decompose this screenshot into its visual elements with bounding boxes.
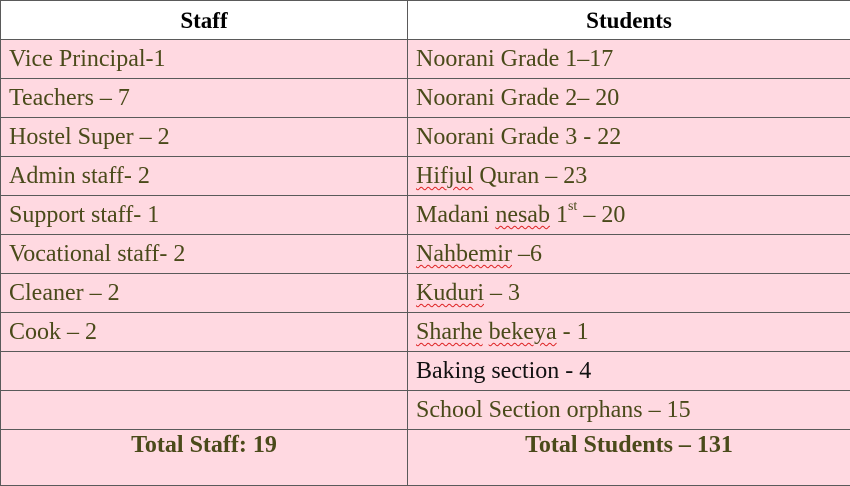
- table-row: [1, 313, 850, 352]
- student-cell-text: – 20: [577, 202, 625, 228]
- table-row: [1, 391, 850, 430]
- misspelled-word: Nahbemir: [416, 241, 512, 267]
- staff-cell-empty: [1, 391, 408, 430]
- student-cell-text: Madani: [416, 202, 495, 228]
- misspelled-word: nesab: [495, 202, 550, 228]
- student-cell: Noorani Grade 1–17: [408, 40, 850, 79]
- table-row: [1, 352, 850, 391]
- table-header-row: [1, 1, 850, 40]
- staff-cell: Vice Principal-1: [1, 40, 408, 79]
- total-staff: Total Staff: 19: [1, 430, 408, 486]
- table-row: [1, 118, 850, 157]
- student-cell: [408, 235, 850, 274]
- table-row: [1, 40, 850, 79]
- student-cell: Noorani Grade 3 - 22: [408, 118, 850, 157]
- student-cell: [408, 274, 850, 313]
- student-cell: [408, 313, 850, 352]
- student-cell-text: 1: [550, 202, 568, 228]
- total-students: Total Students – 131: [408, 430, 850, 486]
- students-column-header: Students: [408, 1, 850, 40]
- student-cell-text: - 1: [557, 319, 589, 345]
- staff-cell: Cleaner – 2: [1, 274, 408, 313]
- student-cell: [408, 196, 850, 235]
- table-row: [1, 157, 850, 196]
- table-row: [1, 196, 850, 235]
- staff-cell: Teachers – 7: [1, 79, 408, 118]
- staff-cell-empty: [1, 352, 408, 391]
- table-row: [1, 274, 850, 313]
- table-row: [1, 235, 850, 274]
- staff-cell: Hostel Super – 2: [1, 118, 408, 157]
- student-cell: Noorani Grade 2– 20: [408, 79, 850, 118]
- table-row: [1, 79, 850, 118]
- staff-column-header: Staff: [1, 1, 408, 40]
- student-cell: [408, 157, 850, 196]
- staff-cell: Cook – 2: [1, 313, 408, 352]
- staff-cell: Admin staff- 2: [1, 157, 408, 196]
- staff-cell: Vocational staff- 2: [1, 235, 408, 274]
- misspelled-word: Sharhe: [416, 319, 483, 345]
- misspelled-word: bekeya: [489, 319, 557, 345]
- totals-row: [1, 430, 850, 486]
- misspelled-word: Hifjul: [416, 163, 473, 189]
- student-cell: School Section orphans – 15: [408, 391, 850, 430]
- student-cell-text: – 3: [484, 280, 520, 306]
- ordinal-suffix: st: [568, 199, 577, 214]
- student-cell-text: –6: [512, 241, 542, 267]
- staff-cell: Support staff- 1: [1, 196, 408, 235]
- student-cell-text: Quran – 23: [473, 163, 587, 189]
- student-cell: Baking section - 4: [408, 352, 850, 391]
- misspelled-word: Kuduri: [416, 280, 484, 306]
